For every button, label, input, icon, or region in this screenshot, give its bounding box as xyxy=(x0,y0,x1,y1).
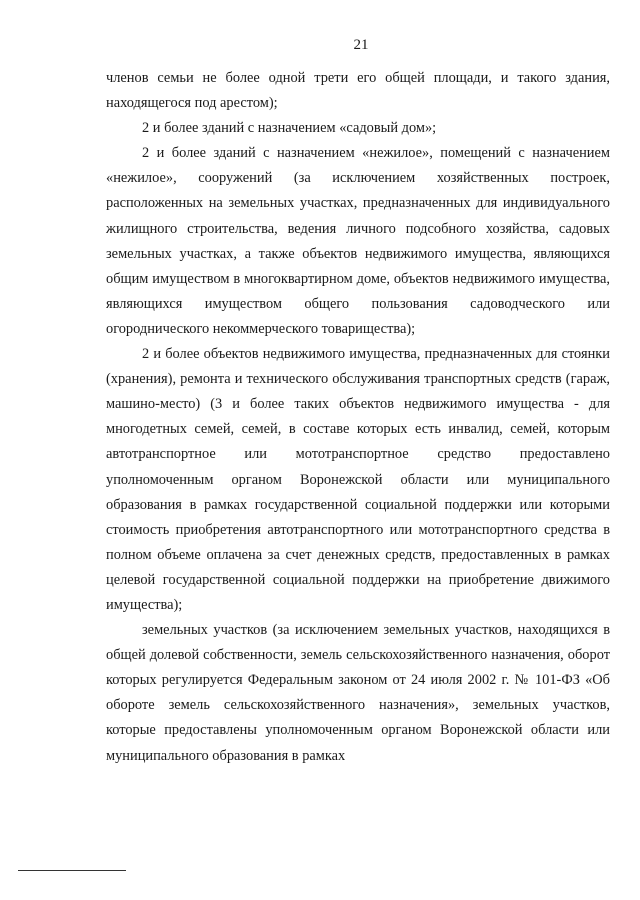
paragraph-land-plots: земельных участков (за исключением земельных участков, находящихся в общей долевой собственности, земель сельскохозяйственного назначения, оборот которых регулируется Федеральным законом от 24 июля 2002 г. № 101-ФЗ «Об обороте земель сельскохозяйственного назначения», земельных участков, которые предоставлены уполномоченным органом Воронежской области или муниципального образования в рамках xyxy=(106,622,610,764)
paragraph-vehicle-storage: 2 и более объектов недвижимого имущества, предназначенных для стоянки (хранения), ремонта и технического обслуживания транспортных средств (гараж, машино-место) (3 и более таких объектов недвижимого имущества - для многодетных семей, семей, в составе которых есть инвалид, семей, которым автотранспортное или мототранспортное средство предоставлено уполномоченным органом Воронежской области или муниципального образования в рамках государственной социальной поддержки или которыми стоимость приобретения автотранспортного или мототранспортного средства в полном объеме оплачена за счет денежных средств, предоставленных в рамках целевой государственной социальной поддержки на приобретение движимого имущества); xyxy=(106,346,610,613)
page-number: 21 xyxy=(353,37,369,53)
paragraph-continuation: членов семьи не более одной трети его общей площади, и такого здания, находящегося под арестом); xyxy=(106,70,610,112)
paragraph-garden-houses: 2 и более зданий с назначением «садовый дом»; xyxy=(142,120,437,137)
paragraph-non-residential: 2 и более зданий с назначением «нежилое», помещений с назначением «нежилое», сооружений (за исключением хозяйственных построек, расположенных на земельных участках, предназначенных для индивидуального жилищного строительства, ведения личного подсобного хозяйства, садовых земельных участках, а также объектов недвижимого имущества, являющихся общим имуществом в многоквартирном доме, объектов недвижимого имущества, являющихся имуществом общего пользования садоводческого или огороднического некоммерческого товарищества); xyxy=(106,145,610,337)
document-body xyxy=(106,66,610,769)
footer-divider xyxy=(18,870,126,871)
